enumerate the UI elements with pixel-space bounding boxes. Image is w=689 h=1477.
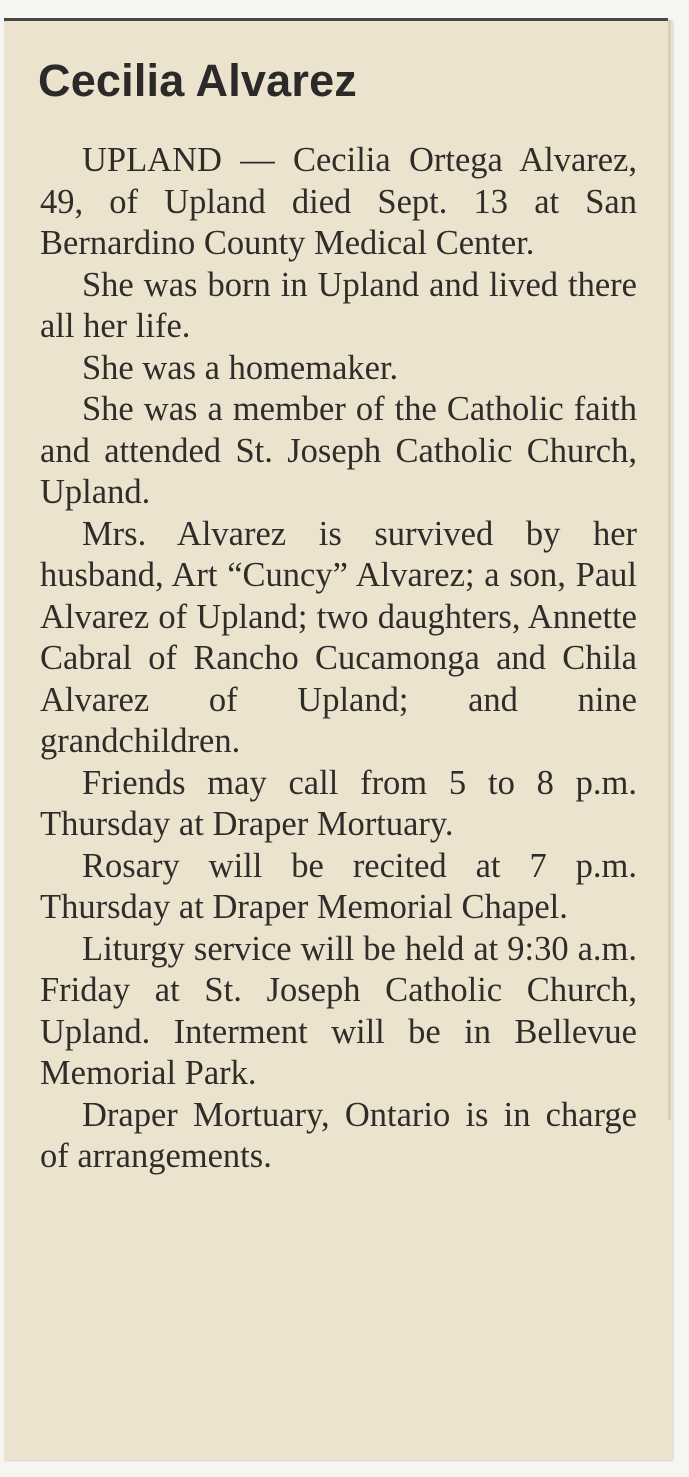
clipping-edge: [668, 20, 671, 1120]
obituary-body: [40, 140, 637, 1178]
obituary-headline: Cecilia Alvarez: [38, 55, 358, 106]
paragraph-survivors: Mrs. Alvarez is survived by her husband, Art “Cuncy” Alvarez; a son, Paul Alvarez of Upland; two daughters, Annette Cabral of Rancho Cucamonga and Chila Alvarez of Upland; and nine grandchildren.: [40, 514, 637, 760]
paragraph-liturgy: Liturgy service will be held at 9:30 a.m. Friday at St. Joseph Catholic Church, Upland. Interment will be in Bellevue Memorial Park.: [40, 929, 637, 1092]
paragraph-arrangements: Draper Mortuary, Ontario is in charge of arrangements.: [40, 1095, 637, 1175]
paragraph-rosary: Rosary will be recited at 7 p.m. Thursday at Draper Memorial Chapel.: [40, 846, 637, 926]
paragraph-death-notice: UPLAND — Cecilia Ortega Alvarez, 49, of Upland died Sept. 13 at San Bernardino County Medical Center.: [40, 141, 637, 262]
top-rule: [4, 18, 668, 21]
paragraph-faith: She was a member of the Catholic faith and attended St. Joseph Catholic Church, Upland.: [40, 390, 637, 511]
paragraph-occupation: She was a homemaker.: [82, 348, 399, 387]
paragraph-visitation: Friends may call from 5 to 8 p.m. Thursday at Draper Mortuary.: [40, 763, 637, 843]
paragraph-birthplace: She was born in Upland and lived there all her life.: [40, 265, 637, 345]
